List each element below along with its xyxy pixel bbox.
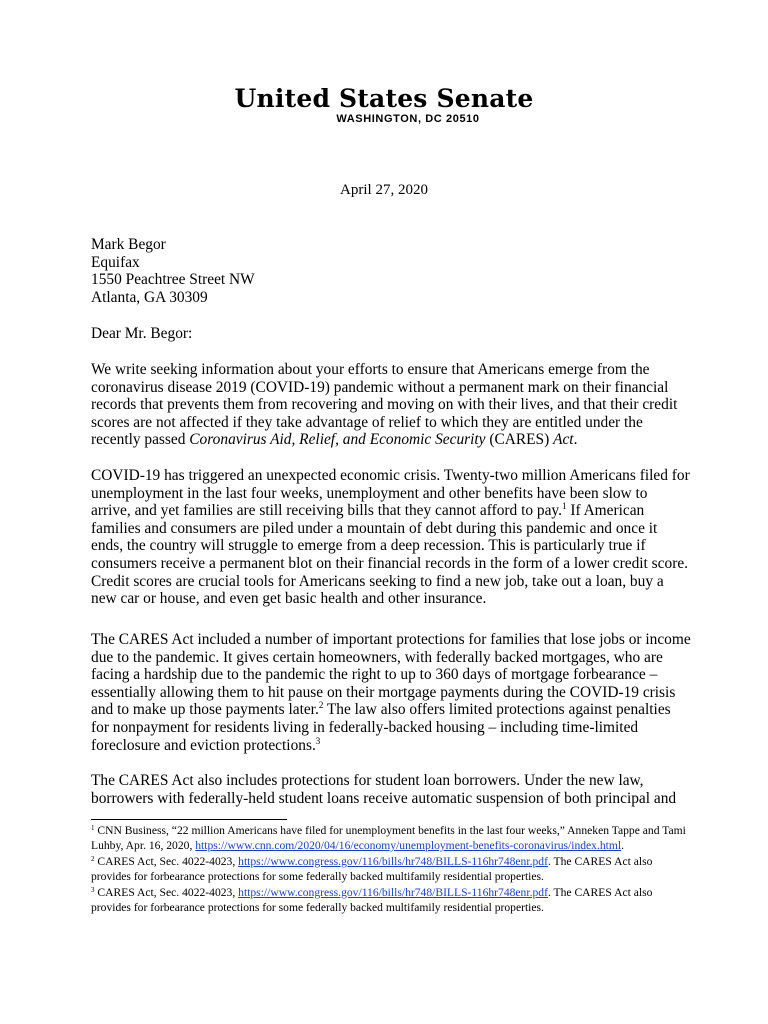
recipient-city: Atlanta, GA 30309: [91, 288, 208, 306]
footnote-3-number: 3: [91, 885, 95, 894]
footnote-3: [91, 885, 691, 916]
paragraph-3-text-a: The CARES Act included a number of important protections for families that lose jobs or income due to the pandemic. It gives certain homeowners, with federally backed mortgages, who are facing a hardship due to the pandemic the right to up to 360 days of mortgage forbearance – essentially allowing them to hit pause on their mortgage payments during the COVID-19 crisis and to make up those payments later.: [91, 631, 691, 719]
footnote-2: [91, 854, 691, 885]
footnote-2-text-b: . The CARES Act also provides for forbearance protections for some federally backed multifamily residential properties.: [91, 854, 653, 884]
footnote-1: [91, 823, 691, 854]
footnote-1-text-a: CNN Business, “22 million Americans have filed for unemployment benefits in the last four weeks,” Anneken Tappe and Tami Luhby, Apr. 16, 2020,: [91, 824, 686, 853]
footnote-1-number: 1: [91, 824, 95, 832]
letterhead-subtitle: WASHINGTON, DC 20510: [336, 113, 480, 125]
recipient-street: 1550 Peachtree Street NW: [91, 271, 255, 289]
footnote-2-text-a: CARES Act, Sec. 4022-4023,: [94, 854, 239, 868]
paragraph-1-italic-2: Act: [553, 431, 574, 449]
footnote-ref-3[interactable]: 3: [315, 735, 321, 746]
paragraph-1-text-b: (CARES): [485, 431, 554, 449]
footnote-ref-2[interactable]: 2: [318, 700, 324, 711]
footnote-divider: [91, 819, 287, 820]
paragraph-2-text-a: COVID-19 has triggered an unexpected economic crisis. Twenty-two million Americans filed for unemployment in the last four weeks, unemployment and other benefits have been slow to arrive, and yet families are still receiving bills that they cannot afford to pay.: [91, 467, 690, 520]
paragraph-1-italic: Coronavirus Aid, Relief, and Economic Security: [189, 431, 486, 449]
paragraph-4: The CARES Act also includes protections for student loan borrowers. Under the new law, borrowers with federally-held student loans receive automatic suspension of both principal and: [91, 772, 677, 807]
paragraph-2-text-b: If American families and consumers are piled under a mountain of debt during this pandemic and once it ends, the country will struggle to emerge from a deep recession. This is particularly true if consumers receive a permanent blot on their financial records in the form of a lower credit score. Credit scores are crucial tools for Americans seeking to find a new job, take out a loan, buy a new car or house, and even get basic health and other insurance.: [91, 502, 688, 608]
footnote-1-text-b: .: [621, 839, 625, 853]
footnotes: [91, 823, 691, 915]
paragraph-2: [91, 467, 691, 608]
footnote-2-link[interactable]: https://www.congress.gov/116/bills/hr748/BILLS-116hr748enr.pdf: [238, 854, 548, 868]
recipient-name: Mark Begor: [91, 236, 166, 253]
paragraph-1-text-c: .: [573, 431, 578, 449]
recipient-company: Equifax: [91, 253, 140, 271]
footnote-3-text-b: . The CARES Act also provides for forbearance protections for some federally backed multifamily residential properties.: [91, 885, 653, 915]
footnote-2-number: 2: [91, 854, 95, 863]
recipient-address: [91, 236, 691, 306]
letterhead-title: United States Senate: [234, 84, 534, 113]
paragraph-3-text-b: The law also offers limited protections against penalties for nonpayment for residents living in federally-backed housing – including time-limited foreclosure and eviction protections.: [91, 701, 671, 754]
footnote-1-link[interactable]: https://www.cnn.com/2020/04/16/economy/unemployment-benefits-coronavirus/index.html: [195, 839, 622, 853]
letterhead: [0, 84, 768, 125]
footnote-3-link[interactable]: https://www.congress.gov/116/bills/hr748/BILLS-116hr748enr.pdf: [238, 885, 548, 899]
paragraph-3: [91, 631, 691, 754]
salutation: Dear Mr. Begor:: [91, 325, 193, 342]
paragraph-1-text-a: We write seeking information about your efforts to ensure that Americans emerge from the coronavirus disease 2019 (COVID-19) pandemic without a permanent mark on their financial records that prevents them from recovering and moving on with their lives, and that their credit scores are not affected if they take advantage of relief to which they are entitled under the recently passed: [91, 361, 678, 449]
letter-date: April 27, 2020: [340, 182, 428, 198]
footnote-ref-1[interactable]: 1: [561, 501, 567, 512]
footnote-3-text-a: CARES Act, Sec. 4022-4023,: [94, 885, 239, 899]
paragraph-1: [91, 361, 691, 449]
